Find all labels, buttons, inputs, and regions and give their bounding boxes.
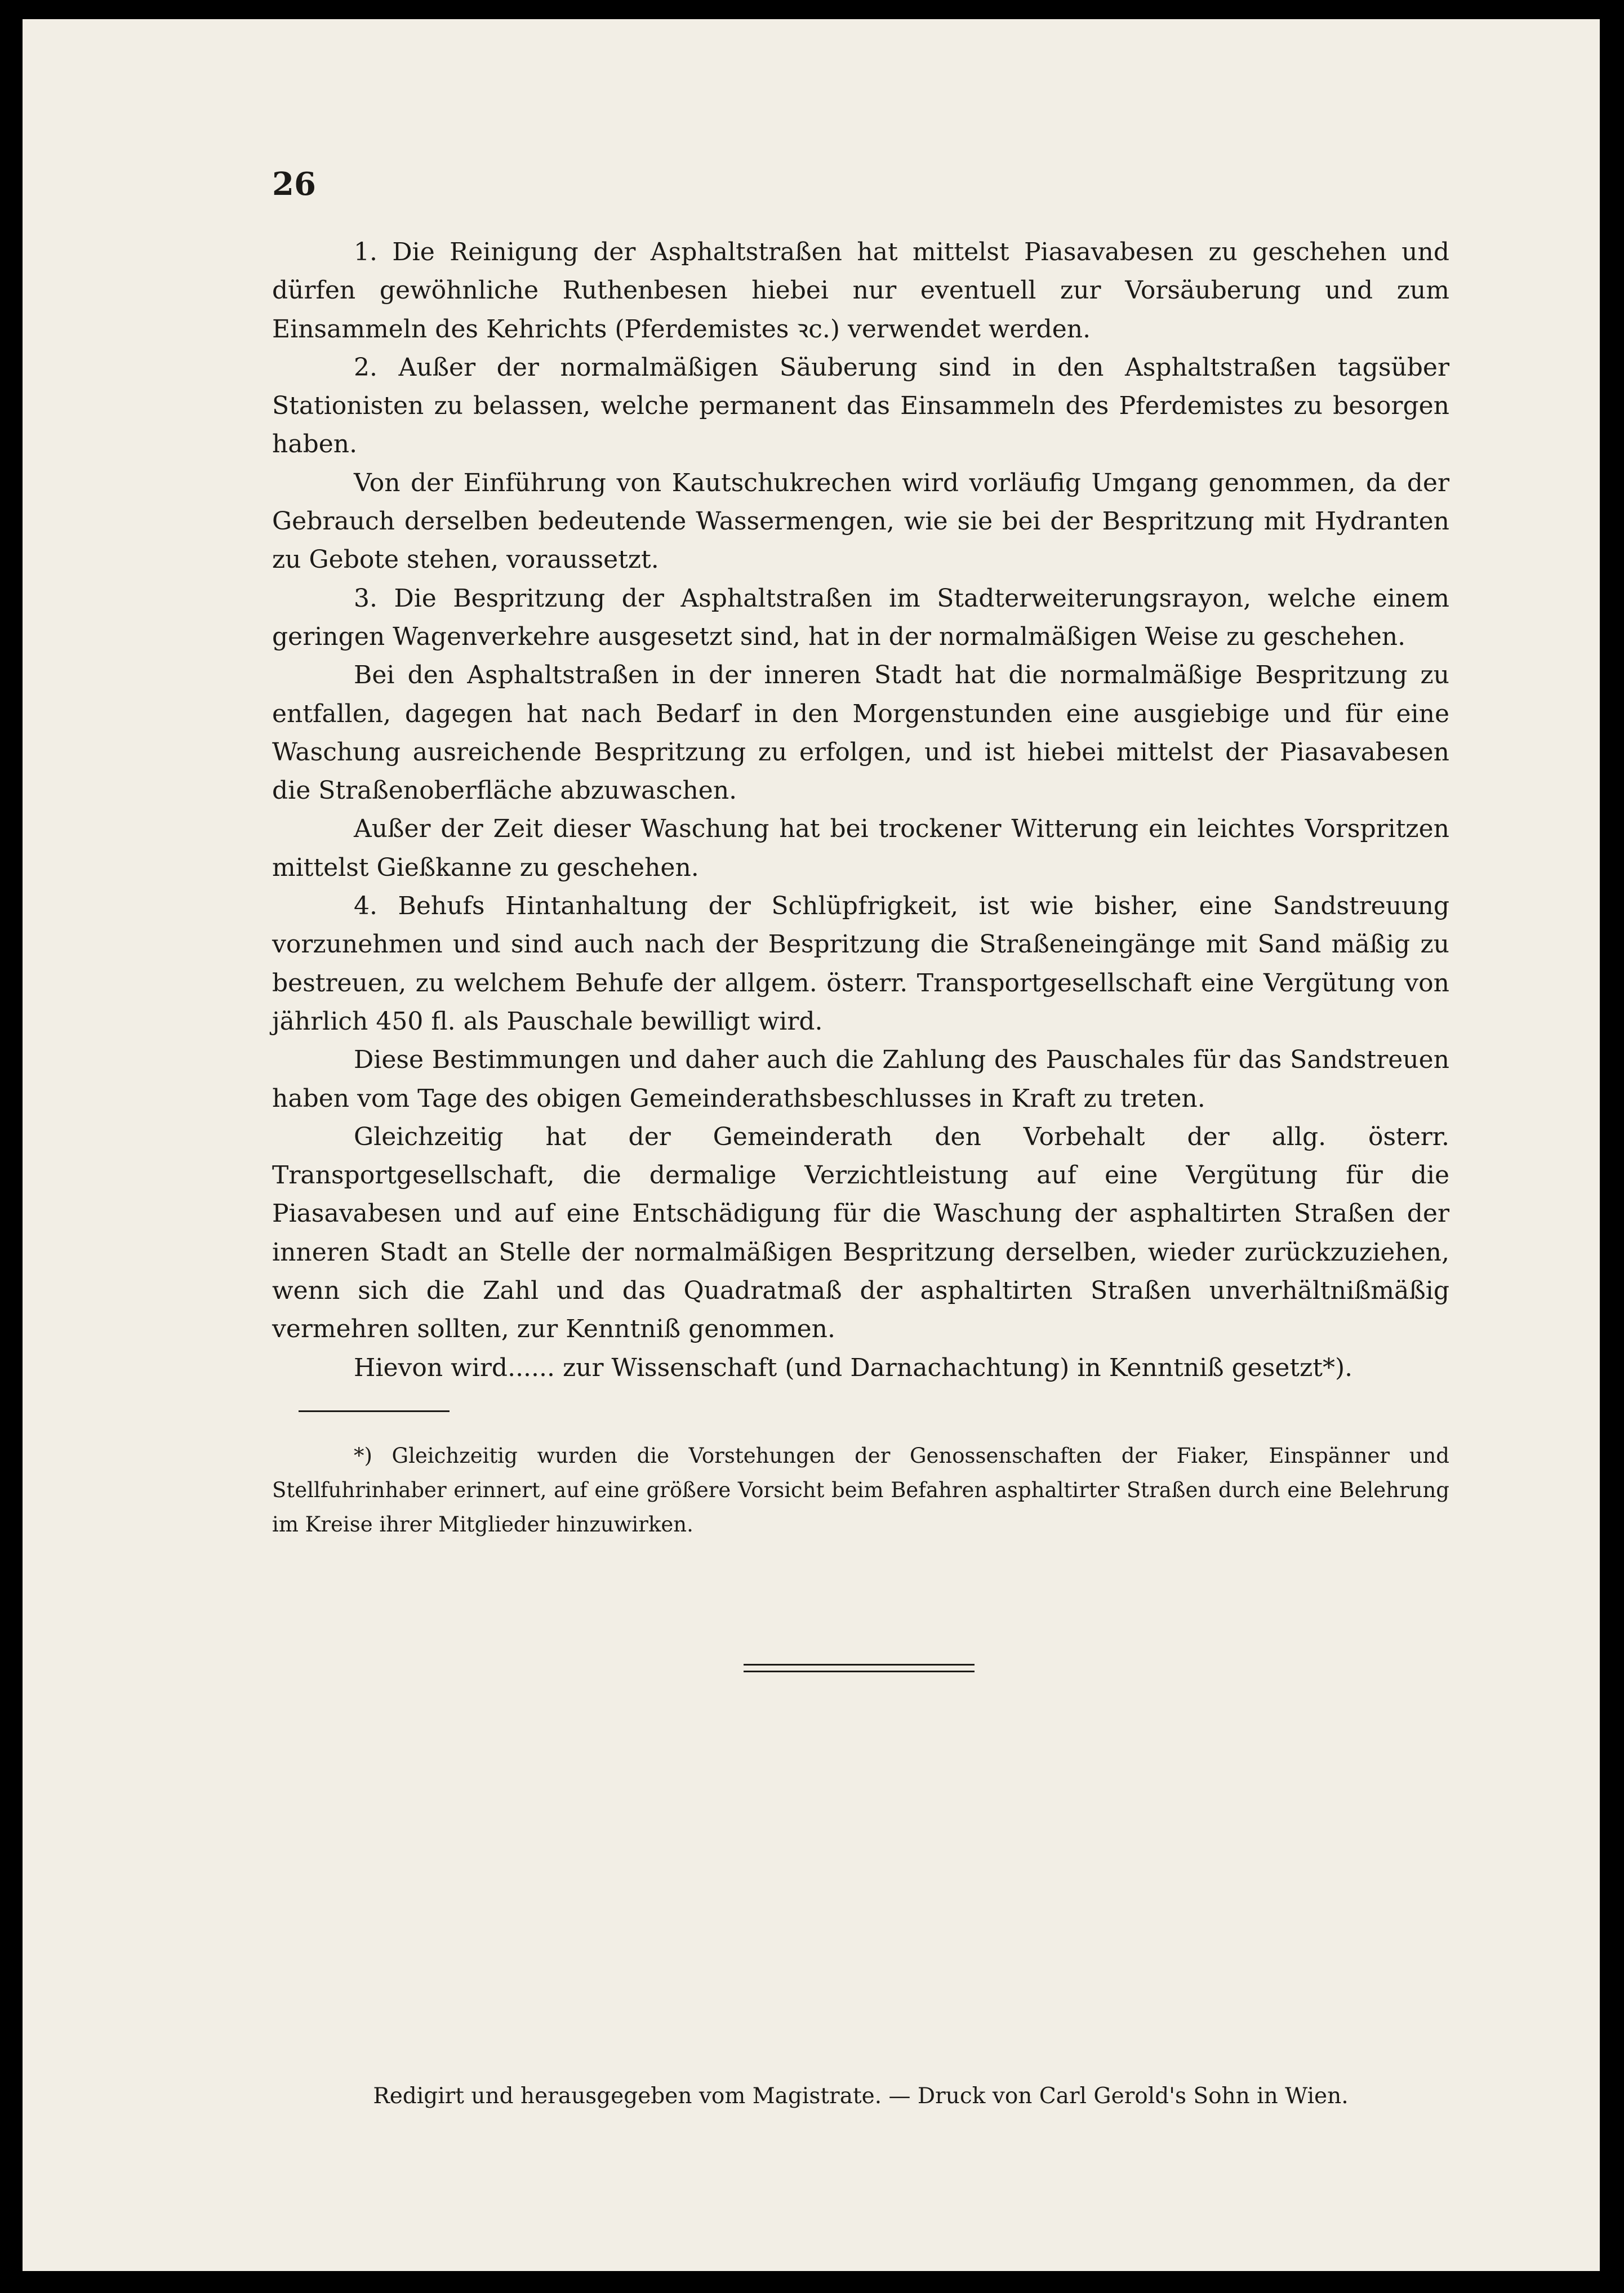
paragraph-5: Bei den Asphaltstraßen in der inneren Stadt hat die normalmäßige Bespritzung zu entfallen, dagegen hat nach Bedarf in den Morgenstunden eine ausgiebige und für eine Waschung ausreichende Bespritzung zu erfolgen, und ist hiebei mittelst der Piasavabesen die Straßenoberfläche abzuwaschen. bbox=[272, 661, 1449, 805]
paragraph-6: Außer der Zeit dieser Waschung hat bei trockener Witterung ein leichtes Vorspritzen mittelst Gießkanne zu geschehen. bbox=[272, 814, 1449, 882]
page-number: 26 bbox=[272, 166, 316, 203]
paragraph-4: 3. Die Bespritzung der Asphaltstraßen im Stadterweiterungsrayon, welche einem geringen Wagenverkehre ausgesetzt sind, hat in der normalmäßigen Weise zu geschehen. bbox=[272, 584, 1449, 651]
end-of-text-double-rule bbox=[744, 1664, 975, 1672]
paragraph-9: Gleichzeitig hat der Gemeinderath den Vorbehalt der allg. österr. Transportgesellschaft, die dermalige Verzichtleistung auf eine Vergütung für die Piasavabesen und auf eine Entschädigung für die Waschung der asphaltirten Straßen der inneren Stadt an Stelle der normalmäßigen Bespritzung derselben, wieder zurückzuziehen, wenn sich die Zahl und das Quadratmaß der asphaltirten Straßen unverhältnißmäßig vermehren sollten, zur Kenntniß genommen. bbox=[272, 1122, 1449, 1344]
footnote-divider bbox=[299, 1410, 450, 1412]
paragraph-2: 2. Außer der normalmäßigen Säuberung sind in den Asphaltstraßen tagsüber Stationisten zu belassen, welche permanent das Einsammeln des Pferdemistes zu besorgen haben. bbox=[272, 353, 1449, 459]
body-text bbox=[272, 233, 1449, 1387]
paragraph-7: 4. Behufs Hintanhaltung der Schlüpfrigkeit, ist wie bisher, eine Sandstreuung vorzunehmen und sind auch nach der Bespritzung die Straßeneingänge mit Sand mäßig zu bestreuen, zu welchem Behufe der allgem. österr. Transportgesellschaft eine Vergütung von jährlich 450 fl. als Pauschale bewilligt wird. bbox=[272, 892, 1449, 1036]
paragraph-10: Hievon wird...... zur Wissenschaft (und Darnachachtung) in Kenntniß gesetzt*). bbox=[354, 1353, 1353, 1382]
paragraph-1: 1. Die Reinigung der Asphaltstraßen hat mittelst Piasavabesen zu geschehen und dürfen gewöhnliche Ruthenbesen hiebei nur eventuell zur Vorsäuberung und zum Einsammeln des Kehrichts (Pferdemistes ꝛc.) verwendet werden. bbox=[272, 238, 1449, 344]
paragraph-8: Diese Bestimmungen und daher auch die Zahlung des Pauschales für das Sandstreuen haben vom Tage des obigen Gemeinderathsbeschlusses in Kraft zu treten. bbox=[272, 1045, 1449, 1113]
footnote-text: *) Gleichzeitig wurden die Vorstehungen der Genossenschaften der Fiaker, Einspänner und Stellfuhrinhaber erinnert, auf eine größere Vorsicht beim Befahren asphaltirter Straßen durch eine Belehrung im Kreise ihrer Mitglieder hinzuwirken. bbox=[272, 1444, 1449, 1537]
printer-imprint: Redigirt und herausgegeben vom Magistrate. — Druck von Carl Gerold's Sohn in Wien. bbox=[373, 2083, 1349, 2109]
document-page bbox=[23, 19, 1600, 2271]
footnote bbox=[272, 1439, 1449, 1542]
paragraph-3: Von der Einführung von Kautschukrechen wird vorläufig Umgang genommen, da der Gebrauch derselben bedeutende Wassermengen, wie sie bei der Bespritzung mit Hydranten zu Gebote stehen, voraussetzt. bbox=[272, 468, 1449, 575]
